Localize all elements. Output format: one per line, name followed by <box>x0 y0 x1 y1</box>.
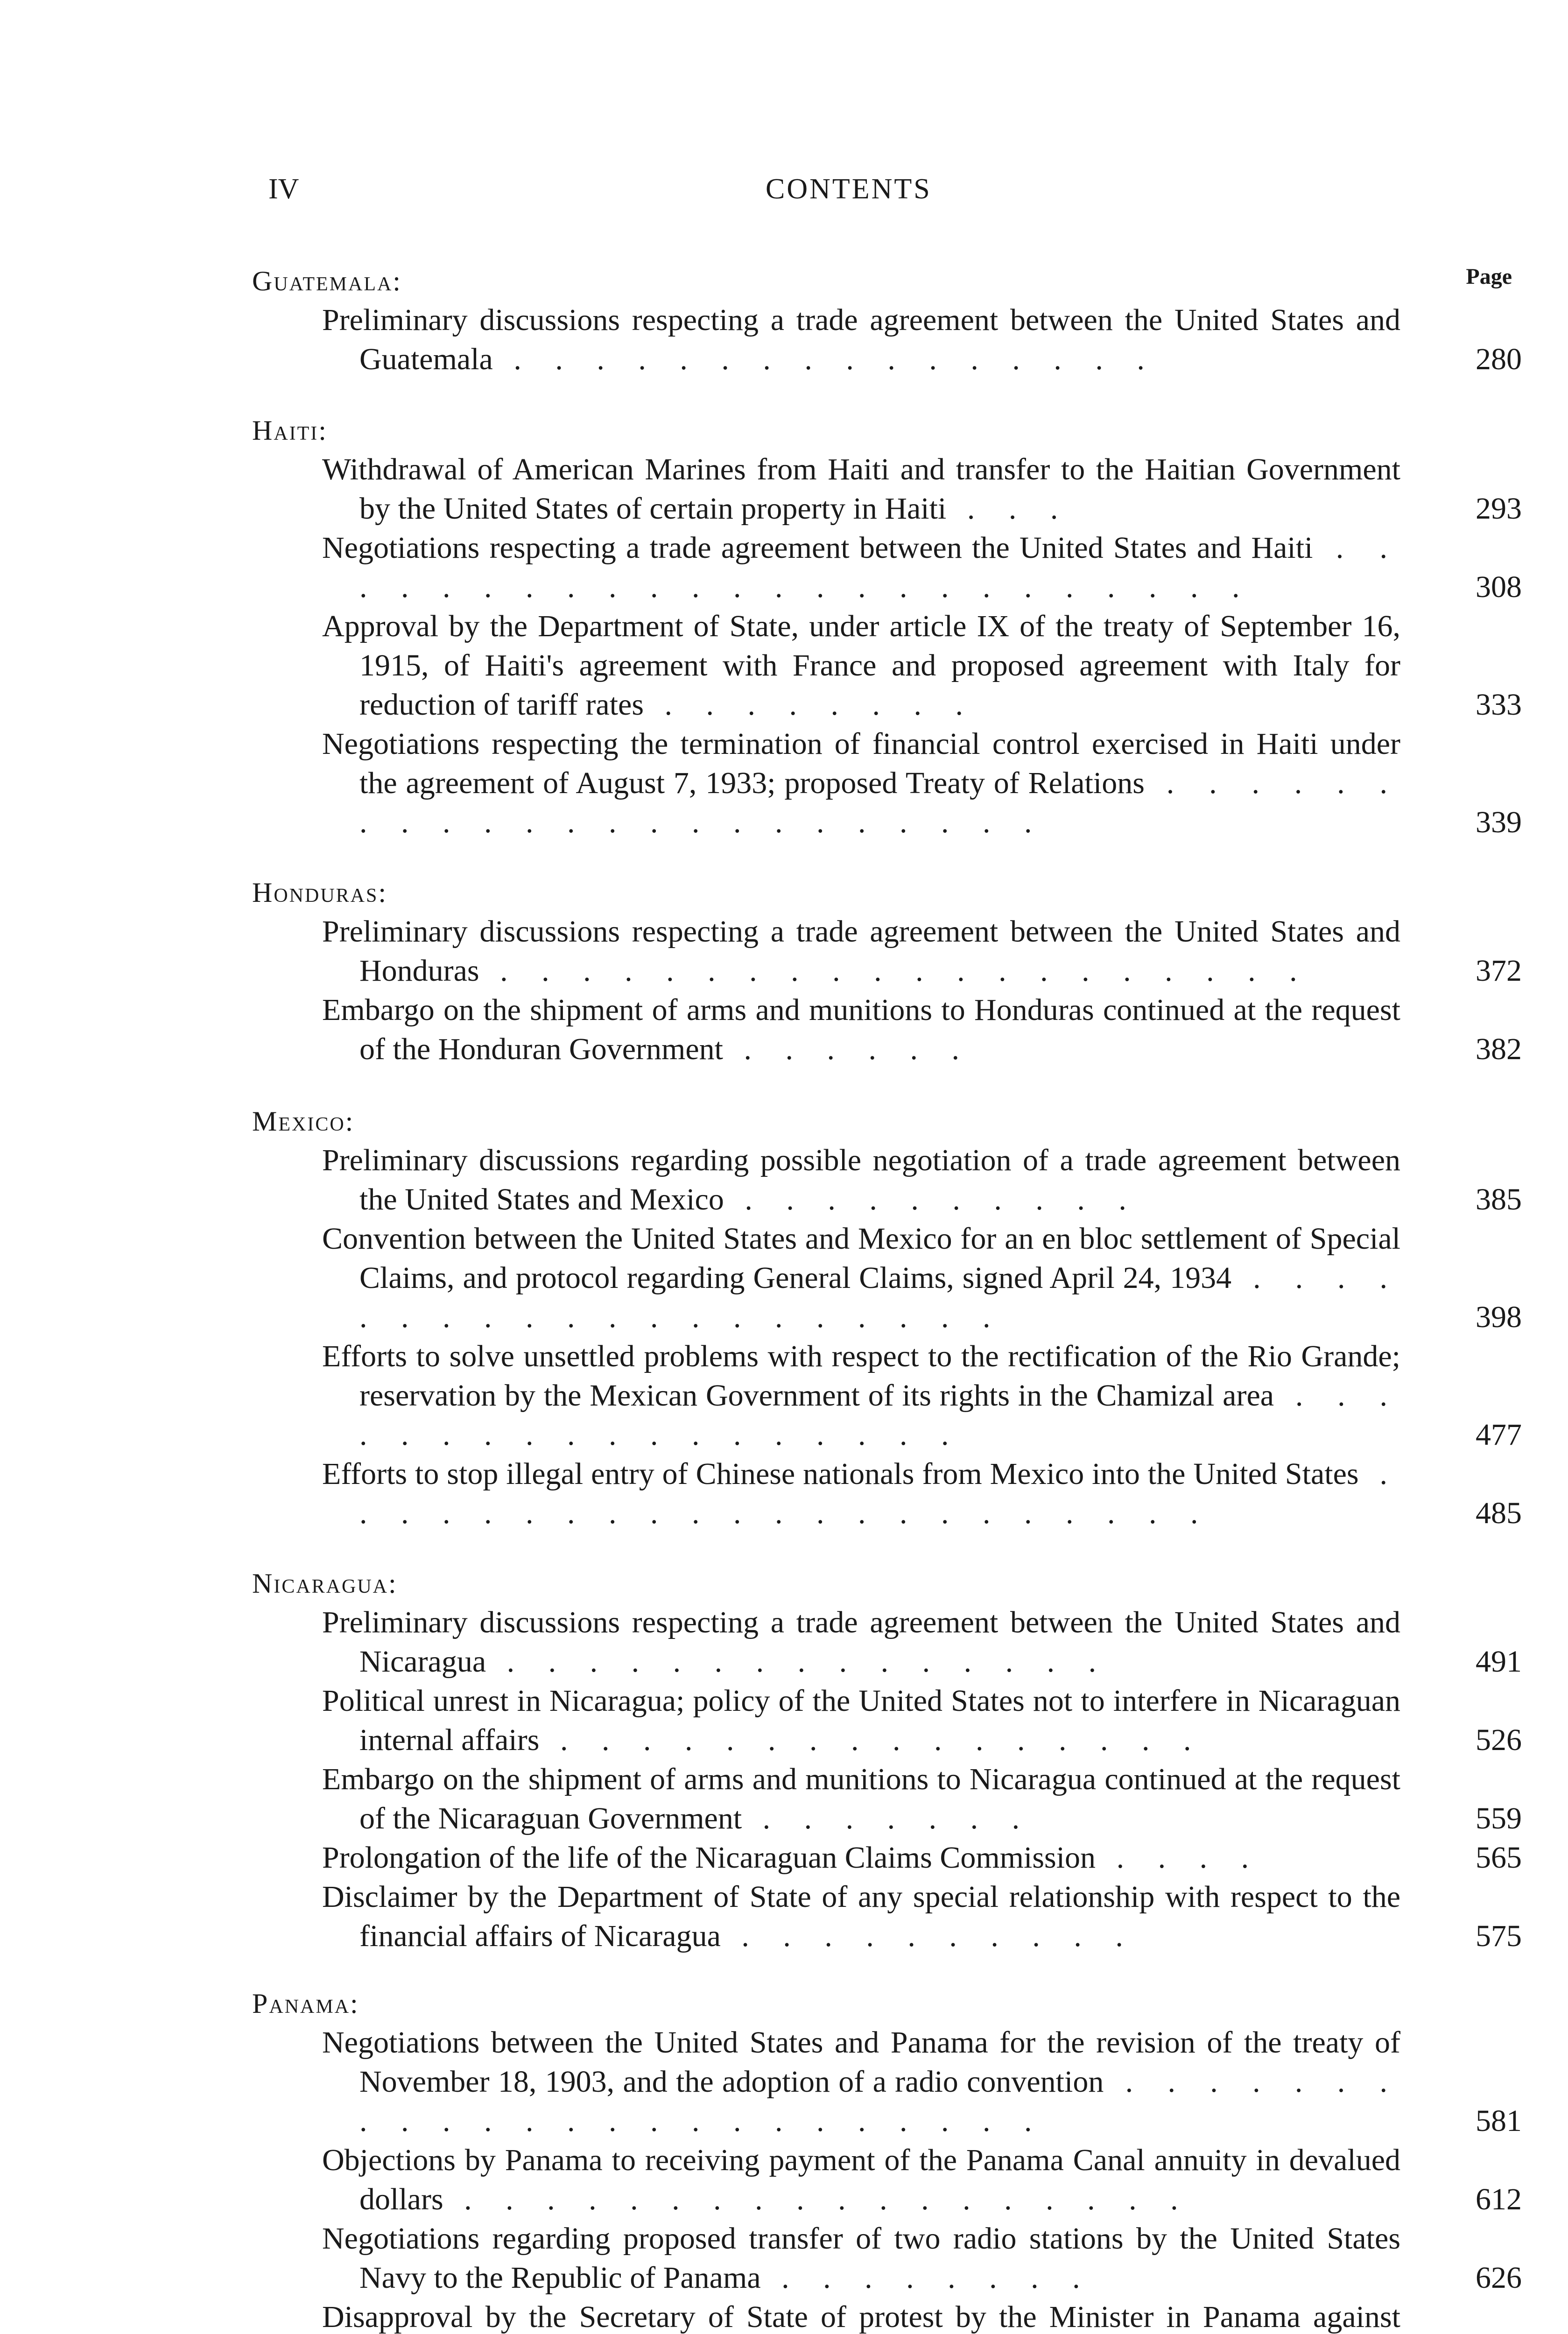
dot-leader: . . . <box>946 492 1071 526</box>
toc-entry[interactable] <box>289 912 1522 991</box>
dot-leader: . . . . . . . . . . . . . . . . <box>492 342 1158 376</box>
entry-page: 385 <box>1476 1182 1522 1216</box>
toc-entry[interactable] <box>289 301 1522 379</box>
dot-leader: . . . . . . . . . . <box>720 1919 1136 1953</box>
dot-leader: . . . . <box>1096 1841 1262 1875</box>
dot-leader: . . . . . . <box>723 1032 972 1066</box>
toc-entry[interactable] <box>289 2023 1522 2141</box>
entry-title: Objections by Panama to receiving payment of the Panama Canal annuity in devalued dollars <box>322 2143 1400 2216</box>
entry-title: Disclaimer by the Department of State of any special relationship with respect to the financial affairs of Nicaragua <box>322 1880 1400 1953</box>
entry-title: Convention between the United States and Mexico for an en bloc settlement of Special Claims, and protocol regarding General Claims, signed April 24, 1934 <box>322 1222 1400 1295</box>
entry-page: 581 <box>1476 2104 1522 2138</box>
toc-entry[interactable] <box>289 2141 1522 2219</box>
toc-entry[interactable] <box>289 607 1522 724</box>
entry-page: 308 <box>1476 570 1522 604</box>
page-folio: IV <box>268 173 299 205</box>
toc-entry[interactable] <box>289 2298 1522 2334</box>
entry-title: Withdrawal of American Marines from Haiti and transfer to the Haitian Government by the United States of certain property in Haiti <box>322 452 1400 526</box>
entry-title: Efforts to solve unsettled problems with respect to the rectification of the Rio Grande; reservation by the Mexican Government of its rights in the Chamizal area <box>322 1339 1400 1413</box>
dot-leader: . . . . . . . . . . . . . . . . . . . . <box>479 954 1310 988</box>
entry-page: 280 <box>1476 342 1522 376</box>
entry-page: 382 <box>1476 1032 1522 1066</box>
toc-entry[interactable] <box>289 1681 1522 1760</box>
section-honduras <box>252 873 1522 1069</box>
dot-leader: . . . . . . . . . . . . . . . . . . . . . . <box>359 1457 1400 1530</box>
entry-title: Disapproval by the Secretary of State of protest by the Minister in Panama against <box>322 2300 1400 2334</box>
dot-leader: . . . . . . . . <box>760 2261 1093 2295</box>
entry-page: 485 <box>1476 1496 1522 1530</box>
entry-page: 477 <box>1476 1418 1522 1452</box>
dot-leader: . . . . . . . . . . <box>724 1182 1139 1216</box>
section-heading: Mexico: <box>252 1106 355 1137</box>
toc-entry[interactable] <box>289 724 1522 842</box>
toc-entry[interactable] <box>289 1219 1522 1337</box>
dot-leader: . . . . . . . . . . . . . . . . . . . . . . . . <box>359 2065 1400 2138</box>
toc-entry[interactable] <box>289 1337 1522 1455</box>
toc-entry[interactable] <box>289 450 1522 528</box>
entry-title: Negotiations between the United States and Panama for the revision of the treaty of November 18, 1903, and the adoption of a radio convention <box>322 2025 1400 2099</box>
toc-entry[interactable] <box>289 1877 1522 1956</box>
entry-title: Negotiations regarding proposed transfer of two radio stations by the United States Navy to the Republic of Panama <box>322 2222 1400 2295</box>
running-head <box>0 173 1568 210</box>
page-title: CONTENTS <box>766 173 932 205</box>
entry-page: 333 <box>1476 688 1522 722</box>
dot-leader: . . . . . . . . . . . . . . . . <box>539 1723 1204 1757</box>
section-heading: Panama: <box>252 1988 359 2019</box>
toc-entry[interactable] <box>289 1603 1522 1681</box>
entry-title: Embargo on the shipment of arms and munitions to Honduras continued at the request of the Honduran Government <box>322 993 1400 1066</box>
entry-title: Efforts to stop illegal entry of Chinese nationals from Mexico into the United States <box>322 1457 1359 1491</box>
section-heading: Honduras: <box>252 877 388 908</box>
toc-entry[interactable] <box>289 991 1522 1069</box>
toc-entry[interactable] <box>289 528 1522 607</box>
section-mexico <box>252 1102 1522 1533</box>
dot-leader: . . . . . . . . <box>644 688 977 722</box>
entry-title: Preliminary discussions respecting a trade agreement between the United States and Honduras <box>322 914 1400 988</box>
entry-title: Political unrest in Nicaragua; policy of the United States not to interfere in Nicaraguan internal affairs <box>322 1684 1400 1757</box>
dot-leader: . . . . . . . . . . . . . . . . . . <box>359 1378 1400 1452</box>
dot-leader: . . . . . . . . . . . . . . . <box>486 1645 1110 1679</box>
dot-leader: . . . . . . . . . . . . . . . . . . . . . . . . <box>359 531 1401 604</box>
toc-entry[interactable] <box>289 1760 1522 1838</box>
entry-title: Preliminary discussions respecting a trade agreement between the United States and Nicaragua <box>322 1605 1400 1679</box>
entry-page: 565 <box>1476 1841 1522 1875</box>
entry-page: 398 <box>1476 1300 1522 1334</box>
section-nicaragua <box>252 1564 1522 1956</box>
entry-title: Preliminary discussions respecting a trade agreement between the United States and Guatemala <box>322 303 1400 376</box>
section-heading: Guatemala: <box>252 266 402 296</box>
section-heading: Nicaragua: <box>252 1568 398 1599</box>
entry-title: Negotiations respecting the termination of financial control exercised in Haiti under the agreement of August 7, 1933; proposed Treaty of Relations <box>322 727 1400 800</box>
dot-leader: . . . . . . . . . . . . . . . . . . <box>443 2182 1191 2216</box>
toc-entry[interactable] <box>289 2219 1522 2298</box>
section-haiti <box>252 411 1522 842</box>
entry-title: Preliminary discussions regarding possible negotiation of a trade agreement between the United States and Mexico <box>322 1143 1400 1216</box>
entry-page: 612 <box>1476 2182 1522 2216</box>
toc-entry[interactable] <box>289 1141 1522 1219</box>
entry-title: Approval by the Department of State, under article IX of the treaty of September 16, 1915, of Haiti's agreement with France and proposed agreement with Italy for reduction of tariff rates <box>322 609 1400 722</box>
entry-page: 339 <box>1476 805 1522 839</box>
section-guatemala <box>252 261 1522 379</box>
dot-leader: . . . . . . . . . . . . . . . . . . . . <box>359 1261 1401 1334</box>
page-column-label: Page <box>1466 264 1512 289</box>
entry-page: 491 <box>1476 1645 1522 1679</box>
entry-title: Embargo on the shipment of arms and munitions to Nicaragua continued at the request of the Nicaraguan Government <box>322 1762 1400 1835</box>
entry-page: 559 <box>1476 1801 1522 1835</box>
section-heading: Haiti: <box>252 415 328 446</box>
entry-page: 372 <box>1476 954 1522 988</box>
toc-entry[interactable] <box>289 1455 1522 1533</box>
dot-leader: . . . . . . . <box>742 1801 1033 1835</box>
entry-page: 626 <box>1476 2261 1522 2295</box>
entry-page: 526 <box>1476 1723 1522 1757</box>
entry-page: 575 <box>1476 1919 1522 1953</box>
entry-page: 293 <box>1476 492 1522 526</box>
entry-title: Negotiations respecting a trade agreement between the United States and Haiti <box>322 531 1313 565</box>
toc-entry[interactable] <box>289 1838 1522 1877</box>
section-panama <box>252 1984 1522 2334</box>
entry-title: Prolongation of the life of the Nicaraguan Claims Commission <box>322 1841 1096 1875</box>
dot-leader: . . . . . . . . . . . . . . . . . . . . . . . <box>359 766 1401 839</box>
